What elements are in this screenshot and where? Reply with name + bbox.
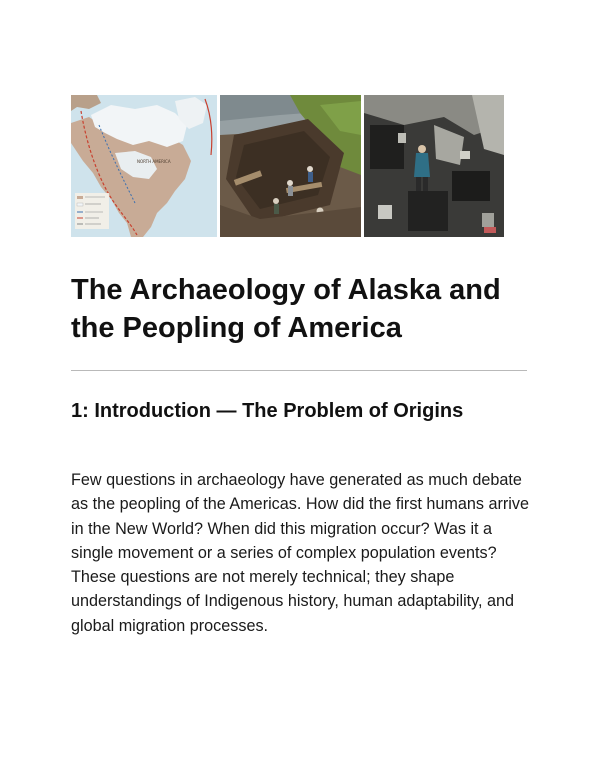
map-region-label: NORTH AMERICA: [137, 159, 171, 164]
section-heading: 1: Introduction — The Problem of Origins: [71, 400, 464, 422]
site-photo-graphic: [364, 95, 504, 237]
section-body-paragraph: Few questions in archaeology have generated as much debate as the peopling of the Americas. How did the first humans arrive in the New World? When did this migration occur? Was it a single movement or a series of complex population events? These questions are not merely technical; they shape understandings of Indigenous history, human adaptability, and global migration processes.: [71, 471, 529, 635]
excavation-photo-graphic: [220, 95, 361, 237]
document-title: The Archaeology of Alaska and the Peopling of America: [71, 274, 501, 344]
site-photo: [364, 95, 504, 237]
migration-map-graphic: [71, 95, 217, 237]
excavation-photo: [220, 95, 361, 237]
header-image-strip: [71, 95, 531, 237]
title-divider: [71, 370, 527, 371]
migration-map-image: [71, 95, 217, 237]
